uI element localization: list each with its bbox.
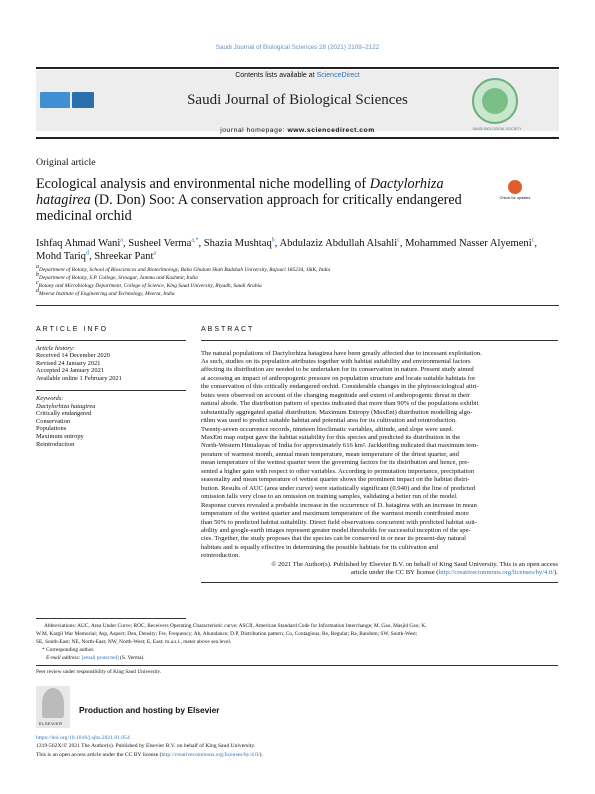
divider [36, 390, 186, 391]
sciencedirect-link[interactable]: ScienceDirect [316, 72, 360, 79]
author-affiliation-marker[interactable]: b [271, 237, 275, 244]
keyword: Critically endangered [36, 410, 92, 418]
contents-line: Contents lists available at ScienceDirect [235, 72, 360, 79]
abstract-line: cies. Together, the study proposes that the species can be conserved in or near its present-day natural [201, 535, 467, 543]
article-history [36, 345, 186, 383]
bottom-info: https://doi.org/10.1016/j.sjbs.2021.01.054 1319-562X/© 2021 The Author(s). Published by Elsevier B.V. on behalf of King Saud University. This is an open access article under the CC BY license (http://creativecommons.org/licenses/by/4.0/). [36, 734, 558, 759]
divider [36, 665, 558, 666]
abstract-line: mean temperature of the wettest quarter were the governing factors for its distribution and hence, pre- [201, 459, 470, 467]
copyright: © 2021 The Author(s). Published by Elsevier B.V. on behalf of King Saud University. This is an open access article under the CC BY license (http://creativecommons.org/licenses/by/4.0/). [271, 560, 558, 577]
elsevier-wordmark: ELSEVIER [39, 721, 63, 726]
history-entry: Revised 24 January 2021 [36, 359, 101, 367]
cc-license-link[interactable]: http://creativecommons.org/licenses/by/4.0/ [161, 751, 260, 758]
homepage-link[interactable]: www.sciencedirect.com [287, 127, 375, 134]
abbreviations-cont: W.M, Kargil War Memorial; Asp, Aspect; Den, Density; Fre, Frequency; Ab, Abundance; D.P, Distribution pattern; Co, Contagious; Re, Regular; Ra, Random; SW, South-West; [36, 630, 418, 637]
license-link[interactable]: http://creativecommons.org/licenses/by/4.0/ [438, 569, 555, 577]
issn: 1319-562X/© 2021 The Author(s). Published by Elsevier B.V. on behalf of King Saud University. [36, 743, 256, 750]
abbreviations-end: SE, South-East; NE, North-East; NW, North-West; E, East; m.a.s.l., meter above sea level. [36, 638, 232, 645]
keyword: Reintroduction [36, 440, 75, 448]
abstract-line: temperature of the wettest quarter and maximum temperature of the warmest month contributed more [201, 510, 469, 518]
email-link[interactable]: [email protected] [81, 654, 119, 661]
author-name[interactable]: Mohd Tariq [36, 251, 86, 263]
masthead-top-rule [36, 67, 559, 69]
author-name[interactable]: Abdulaziz Abdullah Alsahli [279, 238, 398, 249]
abbreviations: Abbreviations: AUC, Area Under Curve; ROC, Receivers Operating Characteristic curve; ASCII, American Standard Code for Information Interchange; M. Gao, Masjid Gao; K. [44, 622, 427, 629]
corresponding-note: * Corresponding author. [42, 646, 95, 653]
abstract-line: reintroduction. [201, 552, 241, 560]
author-name[interactable]: Shreekar Pant [94, 251, 154, 263]
author-affiliation-marker[interactable]: a [120, 237, 123, 244]
abstract-line: omission falls very close to an omission on training samples, validating a better run of the model. [201, 493, 458, 501]
production-note: Production and hosting by Elsevier [79, 705, 220, 715]
abstract-line: ability and google-earth images represent greater model thresholds for successful inception of the spe- [201, 527, 471, 535]
abstract-line: As such, studies on its population attributes together with habitat suitability and environmental factors [201, 357, 471, 365]
author-affiliation-marker[interactable]: d [85, 250, 89, 257]
abstract-line: North-Western Himalayas of India for approximately 616 km². Jackknifing indicated that maximum tem- [201, 442, 479, 450]
keywords-label: Keywords: [36, 394, 64, 402]
check-updates-icon[interactable] [508, 180, 522, 194]
footnotes: Abbreviations: AUC, Area Under Curve; ROC, Receivers Operating Characteristic curve; ASCII, American Standard Code for Information Interchange; M. Gao, Masjid Gao; K. W.M, Kargil War Memorial; Asp, Aspect; Den, Density; Fre, Frequency; Ab, Abundance; D.P, Distribution pattern; Co, Contagious; Re, Regular; Ra, Random; SW, South-West; SE, South-East; NE, North-East; NW, North-West; E, East; m.a.s.l., meter above sea level. * Corresponding author. E-mail address: [email protected] (S. Verma). Peer review under responsibility of King Saud University. [36, 618, 558, 676]
abstract-line: Twenty-seven occurrence records, nineteen bioclimatic variables, altitude, and slope were used. [201, 425, 454, 433]
affiliation: $^d$Meerut Institute of Engineering and Technology, Meerut, India [36, 288, 175, 297]
journal-title: Saudi Journal of Biological Sciences [187, 92, 408, 108]
masthead-bottom-rule [36, 137, 559, 139]
keyword: Populations [36, 425, 67, 433]
affiliations [36, 266, 556, 298]
abstract [201, 326, 558, 582]
abstract-line: butes were observed on account of the changing magnitude and extent of anthropogenic threat in their [201, 391, 470, 399]
history-label: Article history: [36, 344, 75, 352]
peer-review-note: Peer review under responsibility of King Saud University. [36, 669, 162, 675]
abstract-line: affecting its distribution are needed to be undertaken for its conservation in nature. Present study aimed [201, 366, 474, 374]
history-entry: Available online 1 February 2021 [36, 374, 122, 382]
abstract-line: the conservation of this critically endangered orchid. Considerable changes in the phytosociological attri- [201, 383, 479, 391]
doi-link[interactable]: https://doi.org/10.1016/j.sjbs.2021.01.054 [36, 735, 130, 741]
keyword: Maximum entropy [36, 432, 84, 440]
article-info [36, 326, 186, 448]
article-info-heading: ARTICLE INFO [36, 326, 109, 333]
abstract-line: habitats and is equally effective in determining the possible habitats for its cultivation and [201, 543, 439, 551]
ksu-logo [72, 92, 94, 108]
keywords [36, 395, 186, 448]
divider [36, 305, 559, 306]
history-entry: Received 14 December 2020 [36, 352, 110, 360]
affiliation: $^c$Botany and Microbiology Department, College of Science, King Saud University, Riyadh, Saudi Arabia [36, 280, 262, 289]
article-type: Original article [36, 157, 96, 168]
abstract-line: natural abode. The distribution pattern of species indicated that more than 90% of the populations exhibit [201, 400, 479, 408]
affiliation: $^a$Department of Botany, School of Biosciences and Biotechnology, Baba Ghulam Shah Badshah University, Rajouri 185234, J&K, India [36, 264, 331, 273]
abstract-line: sented a higher gain with respect to other variables. According to permutation importance, precipitation [201, 467, 475, 475]
abstract-text [201, 350, 558, 561]
journal-homepage: journal homepage: www.sciencedirect.com [220, 127, 375, 134]
author-name[interactable]: Susheel Verma [128, 238, 192, 249]
author-name[interactable]: Shazia Mushtaq [203, 238, 272, 249]
society-logo-text: SAUDI BIOLOGICAL SOCIETY [472, 127, 522, 131]
divider [36, 618, 186, 619]
author-list: Ishfaq Ahmad Wani$^a$, Susheel Verma$^{a,*}$, Shazia Mushtaq$^b$, Abdulaziz Abdullah Alsahli$^c$, Mohammed Nasser Alyemeni$^c$, Mohd Tariq$^d$, Shreekar Pant$^a$ [36, 237, 537, 263]
author-name[interactable]: Mohammed Nasser Alyemeni [405, 238, 532, 249]
abstract-line: substantially aggregated spatial distribution. Maximum Entropy (MaxEnt) distribution modelling algo- [201, 408, 473, 416]
affiliation: $^b$Department of Botany, S.P. College, Srinagar, Jammu and Kashmir, India [36, 272, 198, 281]
running-header[interactable]: Saudi Journal of Biological Sciences 28 (2021) 2109–2122 [215, 44, 380, 51]
author-name[interactable]: Ishfaq Ahmad Wani [36, 238, 121, 249]
abstract-line: MaxEnt map output gave the habitat suitability for this species and predicted its distribution in the [201, 434, 461, 442]
abstract-line: seasonality and mean temperature of wettest quarter shows the prominent impact on the habitat distri- [201, 476, 470, 484]
history-entry: Accepted 24 January 2021 [36, 367, 104, 375]
article-title: Ecological analysis and environmental niche modelling of Dactylorhiza hatagirea (D. Don) Soo: A conservation approach for critically endangered medicinal orchid [36, 176, 462, 224]
abstract-line: rithm was used to predict suitable habitat and potential area for its cultivation and reintroduction. [201, 417, 457, 425]
check-updates-label[interactable]: Check for updates [499, 196, 531, 200]
abstract-heading: ABSTRACT [201, 326, 255, 333]
abstract-line: than 50% to predicted habitat suitability. Direct field observations concurrent with predicted habitat suit- [201, 518, 478, 526]
abstract-line: bution. Results of AUC (area under curve) were statistically significant (0.940) and the line of predicted [201, 484, 476, 492]
abstract-line: at accessing an impact of anthropogenic pressure on population structure and locate suitable habitats for [201, 374, 476, 382]
abstract-line: perature of warmest month, annual mean temperature, mean temperature of the driest quarter, and [201, 450, 459, 458]
university-logo [40, 92, 70, 108]
divider [36, 340, 186, 341]
keyword: Conservation [36, 417, 71, 425]
keyword: Dactylorhiza hatagirea [36, 402, 96, 410]
abstract-line: Response curves revealed a probable increase in the occurrence of D. hatagirea with an increase in mean [201, 501, 477, 509]
abstract-line: The natural populations of Dactylorhiza hatagirea have been greatly affected due to incessant exploitation. [201, 349, 482, 357]
author-affiliation-marker[interactable]: c [531, 237, 535, 244]
tree-icon [42, 688, 64, 718]
author-affiliation-marker[interactable]: a [153, 250, 157, 257]
author-affiliation-marker[interactable]: c [397, 237, 400, 244]
author-affiliation-marker[interactable]: a,* [191, 237, 199, 244]
divider [201, 340, 558, 341]
divider [201, 582, 558, 583]
society-logo-emblem [482, 88, 508, 114]
